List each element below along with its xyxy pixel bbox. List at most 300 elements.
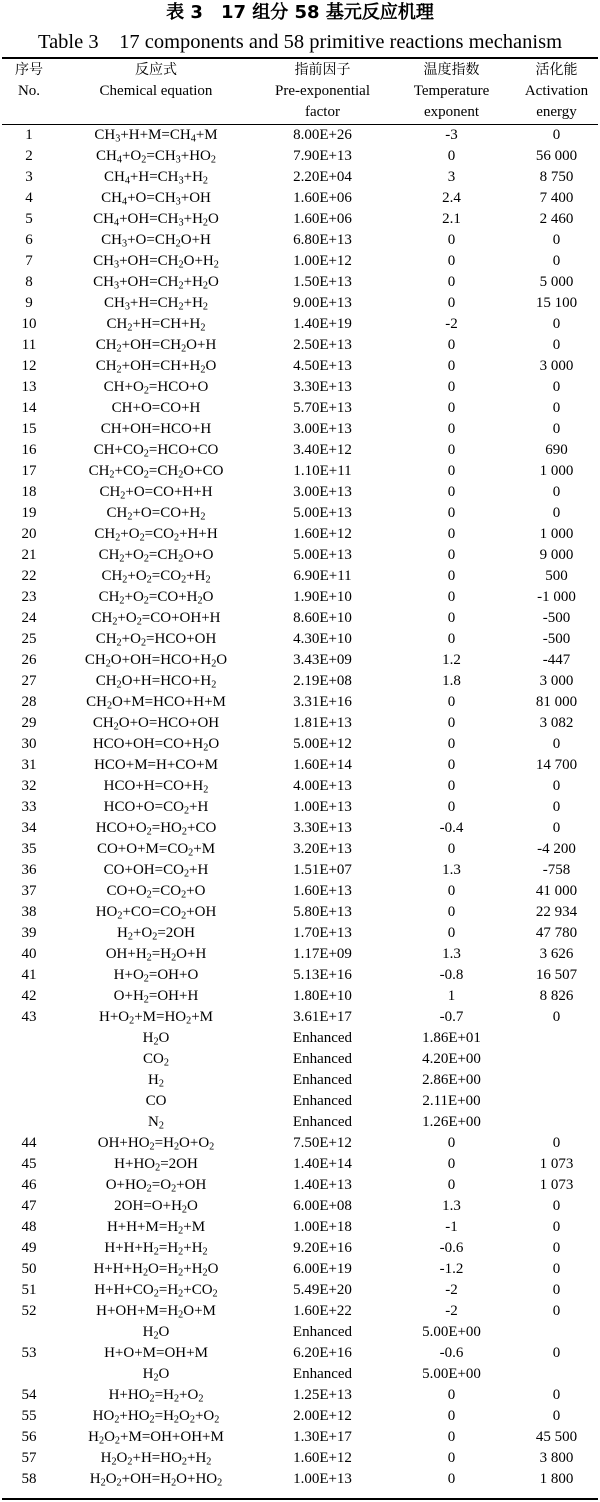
cell-temperature-exponent: 0 (447, 631, 456, 647)
cell-temperature-exponent: 0 (447, 799, 456, 815)
cell-activation-energy: 8 826 (539, 988, 574, 1004)
cell-activation-energy (513, 1091, 600, 1112)
table-row (0, 1112, 600, 1133)
cell-pre-exponential: 1.60E+13 (293, 883, 352, 899)
cell-activation-energy: 2 460 (539, 211, 574, 227)
cell-temperature-exponent: 5.00E+00 (422, 1324, 481, 1340)
cell-activation-energy: 3 000 (539, 358, 574, 374)
cell-temperature-exponent: 2.86E+00 (422, 1072, 481, 1088)
cell-no: 58 (21, 1471, 37, 1487)
cell-equation: $H_2O_2+H=HO_2+H_2$ (100, 1450, 212, 1468)
cell-pre-exponential: 5.49E+20 (293, 1282, 352, 1298)
cell-pre-exponential: 1.40E+13 (293, 1177, 352, 1193)
cell-no (2, 1028, 56, 1049)
cell-equation: $CH_2+O=CO+H+H$ (99, 484, 213, 502)
cell-activation-energy: 0 (552, 232, 561, 248)
table-row (0, 671, 600, 692)
cell-temperature-exponent: 0 (447, 694, 456, 710)
cell-temperature-exponent: 0 (447, 484, 456, 500)
cell-activation-energy: 0 (552, 316, 561, 332)
cell-activation-energy: 690 (545, 442, 568, 458)
header-no (2, 60, 56, 102)
cell-temperature-exponent: 0 (447, 358, 456, 374)
cell-pre-exponential: 1.40E+19 (293, 316, 352, 332)
cell-no: 42 (21, 988, 37, 1004)
cell-equation: $CH_2+CO_2=CH_2O+CO$ (88, 463, 224, 481)
cell-equation: $CH_4+O=CH_3+OH$ (101, 190, 211, 208)
cell-temperature-exponent: 0 (447, 904, 456, 920)
cell-no: 37 (21, 883, 37, 899)
cell-pre-exponential: 3.43E+09 (293, 652, 352, 668)
cell-pre-exponential: 1.10E+11 (293, 463, 352, 479)
cell-equation: $CH+CO_2=HCO+CO$ (93, 442, 219, 460)
table-row (0, 986, 600, 1007)
cell-temperature-exponent: 0 (447, 1408, 456, 1424)
cell-equation: $H_2$ (148, 1072, 164, 1090)
cell-pre-exponential: Enhanced (292, 1072, 353, 1088)
header-no-en: No. (17, 83, 41, 99)
cell-equation: $CH_2+O_2=HCO+OH$ (95, 631, 217, 649)
cell-activation-energy: 0 (552, 127, 561, 143)
cell-no: 19 (21, 505, 37, 521)
cell-equation: $CO_2$ (143, 1051, 169, 1069)
cell-activation-energy: 0 (552, 820, 561, 836)
cell-temperature-exponent: -0.8 (439, 967, 464, 983)
table-row (0, 608, 600, 629)
cell-equation: $CH_3+H+M=CH_4+M$ (94, 127, 218, 145)
cell-temperature-exponent: 3 (447, 169, 456, 185)
cell-activation-energy: 15 100 (535, 295, 578, 311)
table-row (0, 1070, 600, 1091)
cell-pre-exponential: 1.51E+07 (293, 862, 352, 878)
cell-activation-energy: 5 000 (539, 274, 574, 290)
cell-temperature-exponent: 0 (447, 232, 456, 248)
cell-activation-energy: 3 082 (539, 715, 574, 731)
cell-no (2, 1091, 56, 1112)
cell-no: 45 (21, 1156, 37, 1172)
cell-activation-energy: 0 (552, 736, 561, 752)
cell-no: 35 (21, 841, 37, 857)
cell-temperature-exponent: 0 (447, 1450, 456, 1466)
cell-pre-exponential: 3.31E+16 (293, 694, 352, 710)
cell-activation-energy: 45 500 (535, 1429, 578, 1445)
cell-activation-energy: 56 000 (535, 148, 578, 164)
cell-activation-energy: 0 (552, 1303, 561, 1319)
cell-no: 54 (21, 1387, 37, 1403)
table-row (0, 146, 600, 167)
cell-equation: CH+OH=HCO+H (100, 421, 212, 437)
cell-no (2, 1049, 56, 1070)
cell-no: 16 (21, 442, 37, 458)
cell-activation-energy: 0 (552, 1261, 561, 1277)
table-body (0, 125, 600, 1490)
table-row (0, 272, 600, 293)
table-row (0, 1049, 600, 1070)
header-temperature-en1: Temperature (413, 83, 490, 99)
cell-activation-energy: -500 (542, 610, 571, 626)
cell-pre-exponential: 1.00E+13 (293, 799, 352, 815)
cell-temperature-exponent: 2.11E+00 (422, 1093, 481, 1109)
cell-equation: $CH_3+OH=CH_2+H_2O$ (93, 274, 219, 292)
cell-pre-exponential: 5.80E+13 (293, 904, 352, 920)
cell-temperature-exponent: 2.4 (442, 190, 461, 206)
cell-activation-energy: 22 934 (535, 904, 578, 920)
cell-activation-energy: 47 780 (535, 925, 578, 941)
table-row (0, 629, 600, 650)
cell-no: 13 (21, 379, 37, 395)
cell-activation-energy: 0 (552, 1282, 561, 1298)
table-row (0, 419, 600, 440)
header-equation-zh: 反应式 (135, 62, 177, 78)
header-temperature-en2: exponent (424, 104, 479, 120)
cell-equation: $CH_2+OH=CH+H_2O$ (95, 358, 217, 376)
cell-no: 2 (25, 148, 33, 164)
cell-pre-exponential: 3.00E+13 (293, 421, 352, 437)
cell-no: 57 (21, 1450, 37, 1466)
cell-equation: $2OH=O+H_2O$ (114, 1198, 198, 1216)
cell-no: 41 (21, 967, 37, 983)
cell-temperature-exponent: 0 (447, 736, 456, 752)
cell-no: 31 (21, 757, 37, 773)
table-row (0, 755, 600, 776)
cell-temperature-exponent: 0 (447, 547, 456, 563)
table-row (0, 587, 600, 608)
header-equation-en: Chemical equation (99, 83, 213, 99)
cell-no (2, 1112, 56, 1133)
table-row (0, 209, 600, 230)
cell-pre-exponential: 4.00E+13 (293, 778, 352, 794)
cell-activation-energy: 0 (552, 1135, 561, 1151)
cell-equation: $H+H+M=H_2+M$ (106, 1219, 206, 1237)
cell-temperature-exponent: -3 (445, 127, 458, 143)
table-row (0, 398, 600, 419)
cell-equation: $H+H+H_2O=H_2+H_2O$ (93, 1261, 219, 1279)
cell-activation-energy: 0 (552, 1345, 561, 1361)
cell-temperature-exponent: -2 (445, 316, 458, 332)
cell-equation: $H_2O$ (142, 1030, 170, 1048)
cell-no: 11 (21, 337, 37, 353)
cell-activation-energy (513, 1049, 600, 1070)
cell-temperature-exponent: -0.6 (439, 1345, 464, 1361)
cell-no: 9 (25, 295, 33, 311)
cell-activation-energy (513, 1322, 600, 1343)
table-row (0, 1427, 600, 1448)
cell-activation-energy: 1 000 (539, 463, 574, 479)
cell-pre-exponential: 1.90E+10 (293, 589, 352, 605)
cell-pre-exponential: 1.25E+13 (293, 1387, 352, 1403)
table-row (0, 377, 600, 398)
header-activation-en2: energy (536, 104, 577, 120)
cell-pre-exponential: 1.60E+06 (293, 190, 352, 206)
cell-pre-exponential: 6.20E+16 (293, 1345, 352, 1361)
cell-temperature-exponent: 0 (447, 1135, 456, 1151)
cell-no: 56 (21, 1429, 37, 1445)
header-equation (56, 60, 256, 102)
cell-equation: $CH_4+H=CH_3+H_2$ (103, 169, 208, 187)
cell-equation: $CH_2+O_2=CO_2+H+H$ (94, 526, 218, 544)
cell-pre-exponential: 5.00E+13 (293, 547, 352, 563)
cell-temperature-exponent: 1 (447, 988, 456, 1004)
cell-temperature-exponent: 0 (447, 400, 456, 416)
cell-pre-exponential: 1.60E+06 (293, 211, 352, 227)
cell-equation: $CH_2+H=CH+H_2$ (106, 316, 206, 334)
cell-no: 14 (21, 400, 37, 416)
cell-no: 52 (21, 1303, 37, 1319)
cell-temperature-exponent: 0 (447, 421, 456, 437)
cell-pre-exponential: 1.50E+13 (293, 274, 352, 290)
cell-temperature-exponent: 1.86E+01 (422, 1030, 481, 1046)
table-row (0, 776, 600, 797)
cell-pre-exponential: 6.00E+08 (293, 1198, 352, 1214)
cell-no: 44 (21, 1135, 37, 1151)
cell-pre-exponential: 1.40E+14 (293, 1156, 352, 1172)
cell-activation-energy: 0 (552, 1408, 561, 1424)
cell-pre-exponential: 2.00E+12 (293, 1408, 352, 1424)
cell-no: 17 (21, 463, 37, 479)
table-row (0, 1175, 600, 1196)
cell-activation-energy: 1 000 (539, 526, 574, 542)
cell-equation: $H+HO_2=2OH$ (114, 1156, 198, 1174)
cell-equation: $CH_2+O_2=CO+H_2O$ (98, 589, 214, 607)
cell-pre-exponential: 2.50E+13 (293, 337, 352, 353)
cell-activation-energy (513, 1112, 600, 1133)
cell-activation-energy: 0 (552, 1009, 561, 1025)
cell-temperature-exponent: 0 (447, 841, 456, 857)
cell-no: 7 (25, 253, 33, 269)
cell-activation-energy: 8 750 (539, 169, 574, 185)
cell-no: 26 (21, 652, 37, 668)
table-row (0, 293, 600, 314)
cell-pre-exponential: 5.13E+16 (293, 967, 352, 983)
cell-pre-exponential: 3.40E+12 (293, 442, 352, 458)
table-row (0, 524, 600, 545)
cell-temperature-exponent: 2.1 (442, 211, 461, 227)
cell-pre-exponential: 1.00E+13 (293, 1471, 352, 1487)
cell-equation: $CH+O_2=HCO+O$ (103, 379, 209, 397)
cell-pre-exponential: 3.00E+13 (293, 484, 352, 500)
cell-no: 36 (21, 862, 37, 878)
cell-no: 46 (21, 1177, 37, 1193)
cell-equation: $CO+O_2=CO_2+O$ (106, 883, 206, 901)
cell-equation: $CH_2+O_2=CO_2+H_2$ (101, 568, 211, 586)
header-temperature (390, 60, 513, 123)
cell-no (2, 1322, 56, 1343)
cell-no: 40 (21, 946, 37, 962)
cell-activation-energy: 14 700 (535, 757, 578, 773)
cell-pre-exponential: 6.90E+11 (293, 568, 352, 584)
cell-no: 33 (21, 799, 37, 815)
table-row (0, 1322, 600, 1343)
table-row (0, 1196, 600, 1217)
table-row (0, 167, 600, 188)
cell-equation: $OH+HO_2=H_2O+O_2$ (97, 1135, 215, 1153)
cell-no: 10 (21, 316, 37, 332)
cell-activation-energy (513, 1028, 600, 1049)
cell-no (2, 1364, 56, 1385)
cell-temperature-exponent: -1.2 (439, 1261, 464, 1277)
table-row (0, 1217, 600, 1238)
header-pre-exponential-zh: 指前因子 (294, 62, 351, 78)
cell-temperature-exponent: 0 (447, 463, 456, 479)
cell-temperature-exponent: -0.7 (439, 1009, 464, 1025)
cell-pre-exponential: 1.60E+12 (293, 526, 352, 542)
table-row (0, 1301, 600, 1322)
cell-pre-exponential: 4.30E+10 (293, 631, 352, 647)
cell-equation: $N_2$ (148, 1114, 164, 1132)
cell-activation-energy: 3 626 (539, 946, 574, 962)
table-row (0, 818, 600, 839)
cell-activation-energy: 3 000 (539, 673, 574, 689)
cell-pre-exponential: 8.00E+26 (293, 127, 352, 143)
cell-equation: $HO_2+HO_2=H_2O_2+O_2$ (92, 1408, 220, 1426)
cell-activation-energy: 0 (552, 505, 561, 521)
cell-temperature-exponent: 0 (447, 925, 456, 941)
cell-pre-exponential: 1.81E+13 (293, 715, 352, 731)
cell-equation: $CH_2+O_2=CO+OH+H$ (91, 610, 221, 628)
cell-temperature-exponent: 5.00E+00 (422, 1366, 481, 1382)
cell-no: 34 (21, 820, 37, 836)
cell-equation: $CH_2O+M=HCO+H+M$ (86, 694, 226, 712)
cell-pre-exponential: 1.60E+14 (293, 757, 352, 773)
cell-pre-exponential: 1.70E+13 (293, 925, 352, 941)
cell-pre-exponential: 5.00E+13 (293, 505, 352, 521)
cell-temperature-exponent: 1.3 (442, 1198, 461, 1214)
cell-equation: HCO+M=H+CO+M (94, 757, 218, 773)
table-caption-en: Table 3 17 components and 58 primitive reactions mechanism (37, 31, 563, 53)
cell-equation: $CH_2O+H=HCO+H_2$ (95, 673, 217, 691)
cell-equation: $OH+H_2=H_2O+H$ (105, 946, 207, 964)
cell-temperature-exponent: 0 (447, 1156, 456, 1172)
bottom-rule (2, 1498, 598, 1500)
table-row (0, 1343, 600, 1364)
cell-pre-exponential: 5.00E+12 (293, 736, 352, 752)
cell-pre-exponential: 1.60E+22 (293, 1303, 352, 1319)
cell-no: 27 (21, 673, 37, 689)
cell-no: 39 (21, 925, 37, 941)
cell-temperature-exponent: 0 (447, 1471, 456, 1487)
cell-temperature-exponent: 1.3 (442, 862, 461, 878)
table-row (0, 125, 600, 146)
table-row (0, 1133, 600, 1154)
cell-pre-exponential: 9.00E+13 (293, 295, 352, 311)
cell-equation: CO (145, 1093, 167, 1109)
table-row (0, 1364, 600, 1385)
cell-no: 20 (21, 526, 37, 542)
cell-pre-exponential: 5.70E+13 (293, 400, 352, 416)
cell-activation-energy: 1 800 (539, 1471, 574, 1487)
cell-no: 55 (21, 1408, 37, 1424)
cell-pre-exponential: 3.30E+13 (293, 379, 352, 395)
cell-pre-exponential: 9.20E+16 (293, 1240, 352, 1256)
table-row (0, 1280, 600, 1301)
cell-activation-energy: 0 (552, 484, 561, 500)
table-row (0, 566, 600, 587)
cell-activation-energy: 0 (552, 1198, 561, 1214)
table-row (0, 1028, 600, 1049)
cell-temperature-exponent: 1.2 (442, 652, 461, 668)
cell-no: 30 (21, 736, 37, 752)
cell-activation-energy: -1 000 (537, 589, 576, 605)
cell-temperature-exponent: 0 (447, 253, 456, 269)
cell-pre-exponential: 2.20E+04 (293, 169, 352, 185)
cell-equation: $CH_2+O=CO+H_2$ (106, 505, 206, 523)
cell-equation: $CH_2+O_2=CH_2O+O$ (98, 547, 214, 565)
cell-equation: $H+HO_2=H_2+O_2$ (108, 1387, 204, 1405)
cell-temperature-exponent: -0.6 (439, 1240, 464, 1256)
table-row (0, 881, 600, 902)
cell-pre-exponential: 1.60E+12 (293, 1450, 352, 1466)
cell-pre-exponential: Enhanced (292, 1093, 353, 1109)
cell-no: 29 (21, 715, 37, 731)
cell-equation: $HCO+O=CO_2+H$ (103, 799, 209, 817)
cell-activation-energy: 0 (552, 421, 561, 437)
cell-no: 23 (21, 589, 37, 605)
cell-no: 5 (25, 211, 33, 227)
table-row (0, 503, 600, 524)
cell-no: 12 (21, 358, 37, 374)
table-row (0, 965, 600, 986)
cell-equation: $CH_2O+O=HCO+OH$ (92, 715, 220, 733)
cell-equation: $CH_4+O_2=CH_3+HO_2$ (96, 148, 216, 166)
cell-no: 50 (21, 1261, 37, 1277)
cell-no: 3 (25, 169, 33, 185)
table-row (0, 1385, 600, 1406)
cell-temperature-exponent: -2 (445, 1282, 458, 1298)
cell-pre-exponential: 1.00E+18 (293, 1219, 352, 1235)
cell-equation: $H_2O$ (142, 1366, 170, 1384)
cell-temperature-exponent: 0 (447, 505, 456, 521)
cell-temperature-exponent: 0 (447, 883, 456, 899)
cell-equation: $H+H+CO_2=H_2+CO_2$ (94, 1282, 218, 1300)
table-row (0, 944, 600, 965)
table-row (0, 902, 600, 923)
table-row (0, 923, 600, 944)
table-row (0, 1406, 600, 1427)
cell-pre-exponential: 1.80E+10 (293, 988, 352, 1004)
cell-equation: $CO+O+M=CO_2+M$ (96, 841, 216, 859)
table-row (0, 839, 600, 860)
cell-equation: $H_2O_2+M=OH+OH+M$ (88, 1429, 224, 1447)
cell-temperature-exponent: -1 (445, 1219, 458, 1235)
cell-activation-energy: 500 (545, 568, 568, 584)
table-row (0, 1154, 600, 1175)
cell-temperature-exponent: 1.8 (442, 673, 461, 689)
cell-equation: $H_2O$ (142, 1324, 170, 1342)
cell-activation-energy: 41 000 (535, 883, 578, 899)
table-row (0, 650, 600, 671)
header-activation-en1: Activation (524, 83, 589, 99)
cell-equation: H+O+M=OH+M (104, 1345, 208, 1361)
table-row (0, 734, 600, 755)
cell-pre-exponential: Enhanced (292, 1324, 353, 1340)
cell-equation: $CH_3+O=CH_2O+H$ (101, 232, 211, 250)
cell-pre-exponential: Enhanced (292, 1366, 353, 1382)
cell-equation: $H_2O_2+OH=H_2O+HO_2$ (89, 1471, 223, 1489)
cell-pre-exponential: Enhanced (292, 1114, 353, 1130)
cell-temperature-exponent: -2 (445, 1303, 458, 1319)
cell-temperature-exponent: 1.3 (442, 946, 461, 962)
cell-pre-exponential: 6.00E+19 (293, 1261, 352, 1277)
cell-temperature-exponent: 0 (447, 148, 456, 164)
table-row (0, 314, 600, 335)
cell-equation: $HCO+OH=CO+H_2O$ (92, 736, 220, 754)
cell-temperature-exponent: 0 (447, 715, 456, 731)
header-activation-zh: 活化能 (535, 62, 578, 78)
header-temperature-zh: 温度指数 (423, 62, 480, 78)
cell-pre-exponential: 3.61E+17 (293, 1009, 352, 1025)
cell-no: 25 (21, 631, 37, 647)
top-rule (2, 57, 598, 59)
